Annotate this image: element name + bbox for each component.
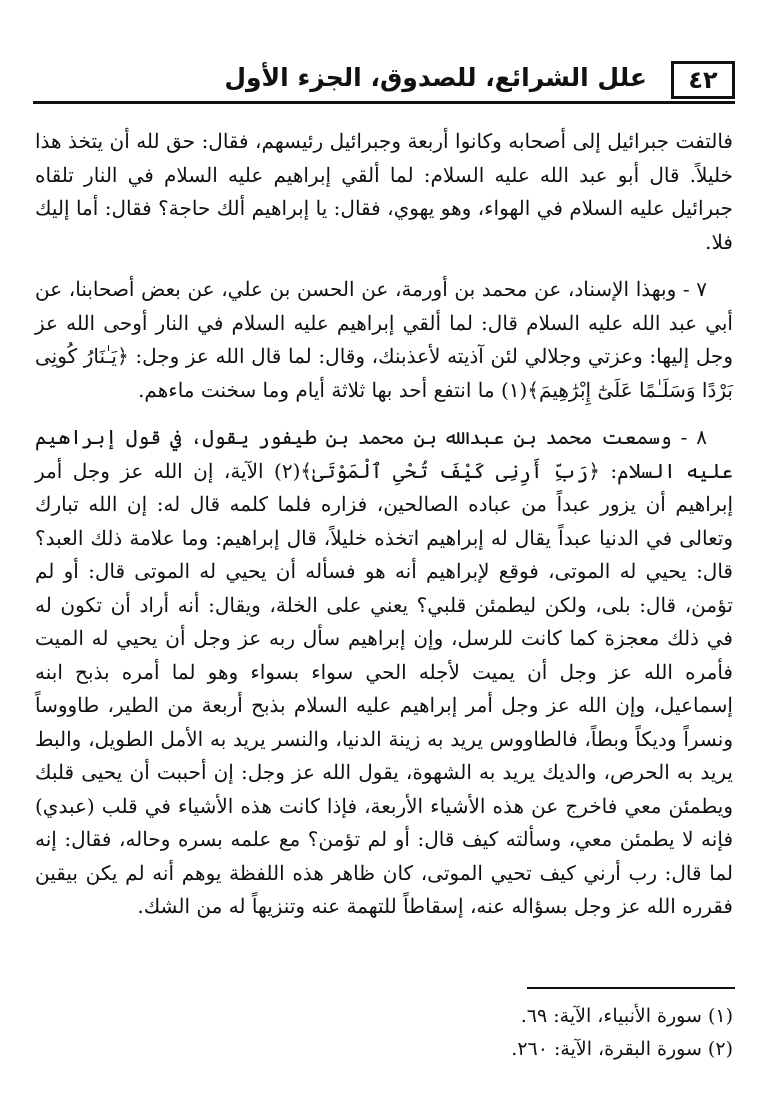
paragraph-continuation: فالتفت جبرائيل إلى أصحابه وكانوا أربعة وجبرائيل رئيسهم، فقال: حق لله أن يتخذ هذا خليلاً. قال أبو عبد الله عليه السلام: لما ألقي إبراهيم عليه السلام في النار تلقاه جبرائيل عليه السلام في الهواء، وهو يهوي، فقال: يا إبراهيم ألك حاجة؟ فقال: أما إليك فلا. — [35, 129, 733, 254]
paragraph-hadith-7: ٧ - وبهذا الإسناد، عن محمد بن أورمة، عن الحسن بن علي، عن بعض أصحابنا، عن أبي عبد الله عليه السلام قال: لما ألقي إبراهيم عليه السلام في النار أوحى الله عز وجل إليها: وعزتي وجلالي لئن آذيته لأعذبنك، وقال: لما قال الله عز وجل: ﴿يَـٰنَارُ كُونِى بَرْدًا وَسَلَـٰمًا عَلَىٰٓ إِبْرَٰهِيمَ﴾(١) ما انتفع أحد بها ثلاثة أيام وما سخنت ماءهم. — [35, 277, 733, 402]
main-text — [35, 125, 733, 924]
footnote-2: (٢) سورة البقرة، الآية: ٢٦٠. — [511, 1038, 733, 1060]
footnotes — [35, 1000, 733, 1066]
paragraph-hadith-8: ٨ - وسمعت محمد بن عبدالله بن محمد بن طيفور يقول، في قول إبراهيم عليه السلام: ﴿رَبِّ أَرِنِى كَيْفَ تُحْىِ ٱلْمَوْتَىٰ﴾(٢) الآية، إن الله عز وجل أمر إبراهيم أن يزور عبداً من عباده الصالحين، فزاره فلما كلمه قال له: إن الله تبارك وتعالى في الدنيا عبداً يقال له إبراهيم اتخذه خليلاً، قال إبراهيم: وما علامة ذلك العبد؟ قال: يحيي له الموتى، فوقع لإبراهيم أنه هو فسأله أن يحيي له الموتى قال: أو لم تؤمن، قال: بلى، ولكن ليطمئن قلبي؟ يعني على الخلة، ويقال: أنه أراد أن تكون له في ذلك معجزة كما كانت للرسل، وإن إبراهيم سأل ربه عز وجل أن يحيي له الميت فأمره الله عز وجل أن يميت لأجله الحي سواء بسواء وهو لما أمره بذبح ابنه إسماعيل، وإن الله عز وجل أمر إبراهيم عليه السلام بذبح أربعة من الطير، طاووساً ونسراً وديكاً وبطاً، فالطاووس يريد به زينة الدنيا، والنسر يريد به الأمل الطويل، والبط يريد به الحرص، والديك يريد به الشهوة، يقول الله عز وجل: إن أحببت أن يحيى قلبك ويطمئن معي فاخرج عن هذه الأشياء الأربعة، فإذا كانت هذه الأشياء في قلب (عبدي) فإنه لا يطمئن معي، وسألته كيف قال: أو لم تؤمن؟ مع علمه بسره وحاله، فقال: إنه لما قال: رب أرني كيف تحيي الموتى، كان ظاهر هذه اللفظة يوهم أنه لم يكن بيقين فقرره الله عز وجل بسؤاله عنه، إسقاطاً للتهمة عنه وتنزيهاً له من الشك. — [35, 425, 734, 918]
footnote-divider — [527, 987, 735, 989]
page-number: ٤٢ — [688, 66, 718, 94]
page-number-box — [671, 61, 735, 99]
book-page — [33, 55, 735, 1095]
footnote-1: (١) سورة الأنبياء، الآية: ٦٩. — [520, 1005, 733, 1027]
running-header — [33, 55, 735, 104]
header-title: علل الشرائع، للصدوق، الجزء الأول — [224, 63, 647, 92]
